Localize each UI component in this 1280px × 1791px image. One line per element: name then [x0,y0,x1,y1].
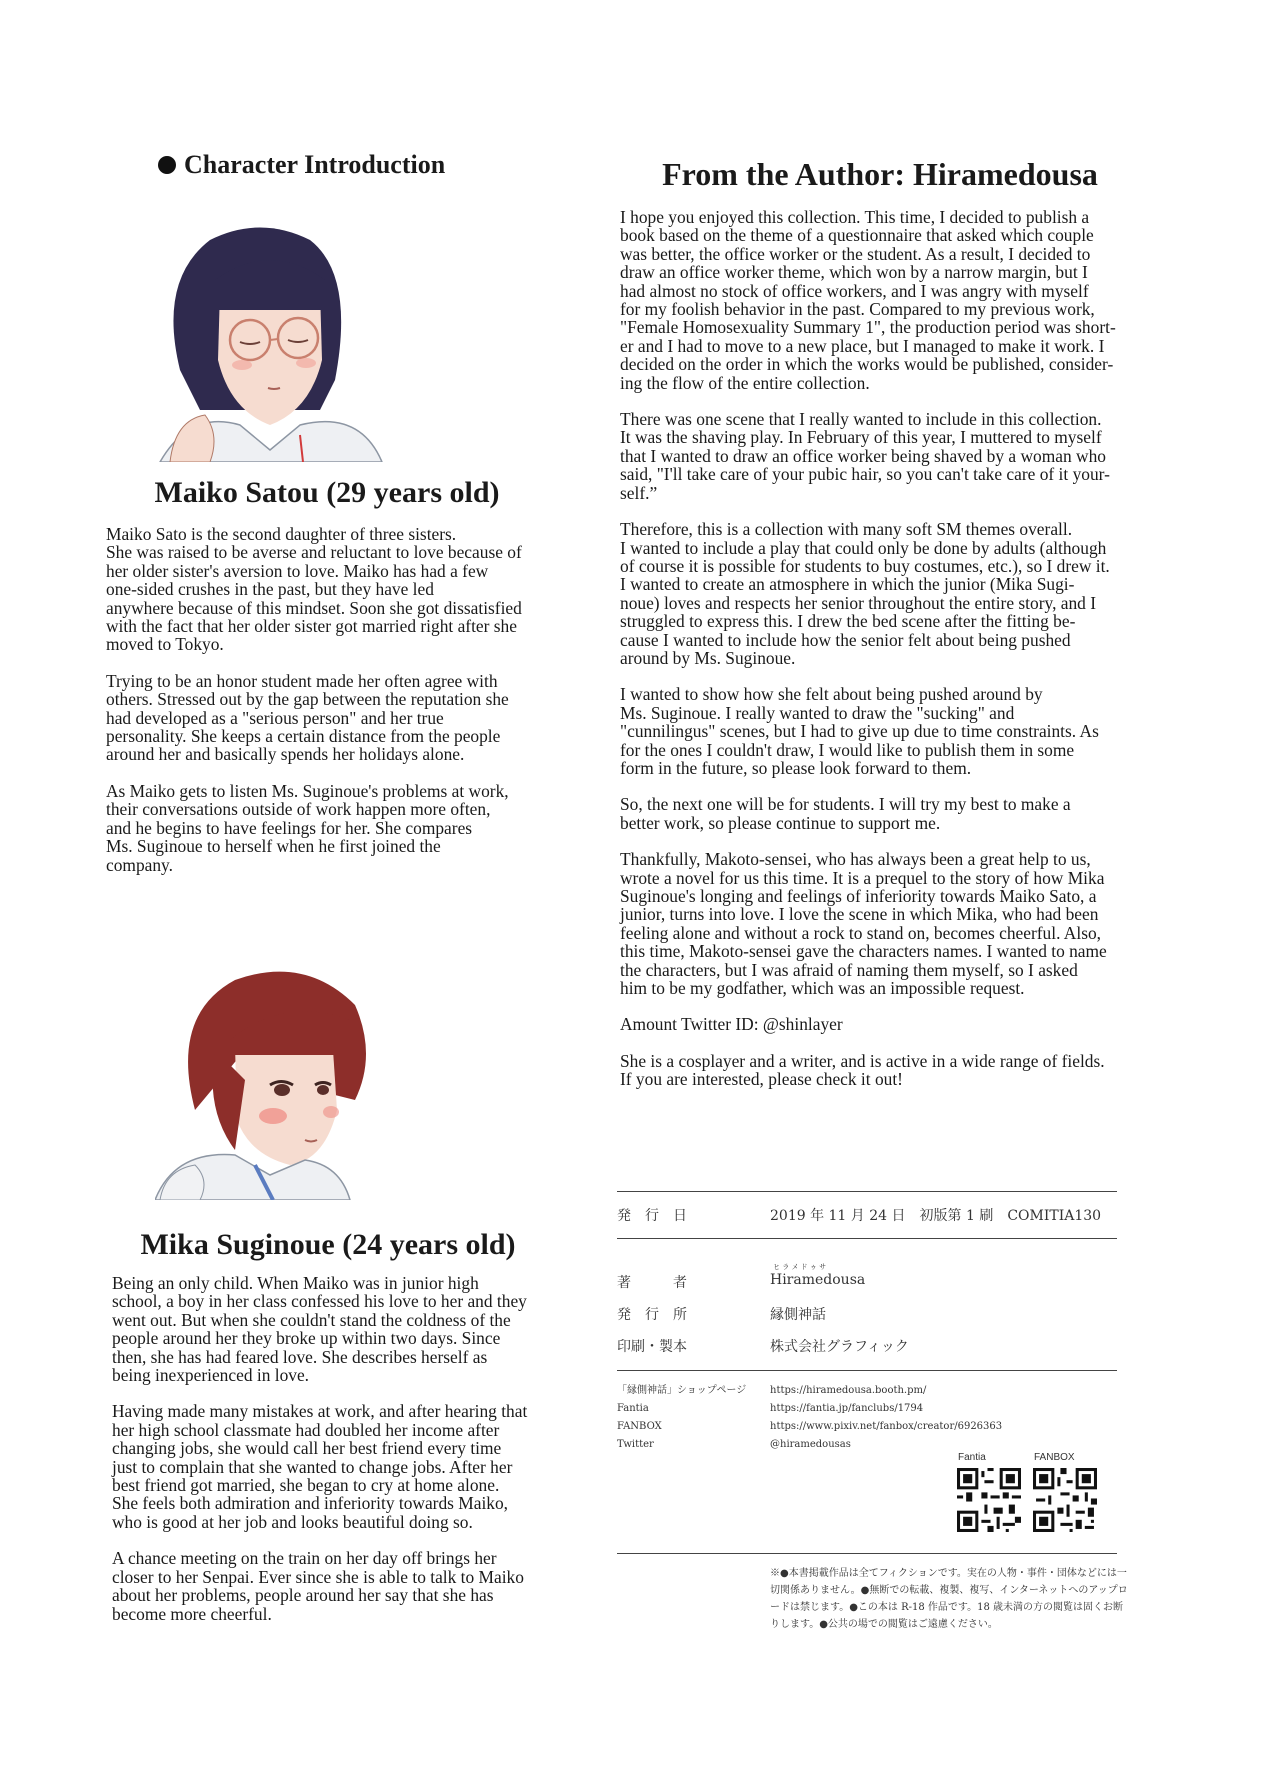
link-label: 「縁側神話」ショップページ [617,1385,747,1396]
author-paragraph: Therefore, this is a collection with many soft SM themes overall. I wanted to include a play that could only be done by adults (although of course it is possible for students to buy costumes, etc.), so I drew it. I wanted to create an atmosphere in which the junior (Mika Sugi- noue) loves and respects her senior throughout the entire story, and I struggled to express this. I drew the bed scene after the fitting be- cause I wanted to include how the senior felt about being pushed around by Ms. Suginoue. [620,519,1110,668]
author-title: From the Author: Hiramedousa [662,156,1098,192]
author-value: Hiramedousa [770,1272,866,1288]
legal-notice: ※●本書掲載作品は全てフィクションです。実在の人物・事件・団体などには一切関係ありません。●無断での転載、複製、複写、インターネットへのアップロードは禁じます。●この本は R-18 作品です。18 歳未満の方の閲覧は固くお断りします。●公共の場での閲覧はご遠慮ください。 [770,1568,1128,1630]
mika-name: Mika Suginoue (24 years old) [140,1228,516,1261]
publisher-value: 縁側神話 [770,1307,826,1323]
link-label: Fantia [617,1403,649,1414]
qr-label-fantia: Fantia [958,1452,986,1463]
author-message [620,208,1160,1107]
divider [617,1553,1117,1554]
divider [617,1370,1117,1371]
printer-value: 株式会社グラフィック [770,1339,909,1355]
mika-paragraph: Being an only child. When Maiko was in junior high school, a boy in her class confessed his love to her and they went out. But when she couldn't stand the coldness of the people around her they broke up within two days. Since then, she has had feared love. She describes herself as being inexperienced in love. [112,1273,527,1386]
maiko-paragraph: Maiko Sato is the second daughter of three sisters. She was raised to be averse and reluctant to love because of her older sister's aversion to love. Maiko has had a few one-sided crushes in the past, but they have led anywhere because of this mindset. Soon she got dissatisfied with the fact that her older sister got married right after she moved to Tokyo. [106,524,522,655]
divider [617,1191,1117,1192]
fantia-qr-code[interactable] [957,1468,1021,1532]
link-url[interactable]: @hiramedousas [770,1439,851,1450]
printer-label: 印刷・製本 [617,1339,687,1355]
link-urls [770,1382,1002,1454]
link-label: Twitter [617,1439,654,1450]
publisher-label: 発 行 所 [617,1307,687,1323]
maiko-portrait [150,220,390,462]
bullet-icon [158,156,176,174]
author-paragraph: Thankfully, Makoto-sensei, who has always been a great help to us, wrote a novel for us this time. It is a prequel to the story of how Mika Suginoue's longing and feelings of inferiority towards Maiko Sato, a junior, turns into love. I love the scene in which Mika, who had been feeling alone and without a rock to stand on, becomes cheerful. Also, this time, Makoto-sensei gave the characters names. I wanted to name the characters, but I was afraid of naming them myself, so I asked him to be my godfather, which was an impossible request. [620,849,1107,999]
link-url[interactable]: https://www.pixiv.net/fanbox/creator/6926363 [770,1421,1003,1432]
author-paragraph: I wanted to show how she felt about being pushed around by Ms. Suginoue. I really wanted to draw the "sucking" and "cunnilingus" scenes, but I had to give up due to time constraints. As for the ones I couldn't draw, I would like to publish them in some form in the future, so please look forward to them. [620,684,1099,778]
author-paragraph: I hope you enjoyed this collection. This time, I decided to publish a book based on the theme of a questionnaire that asked which couple was better, the office worker or the student. As a result, I decided to draw an office worker theme, which won by a narrow margin, but I had almost no stock of office workers, and I was angry with myself for my foolish behavior in the past. Compared to my previous work, "Female Homosexuality Summary 1", the production period was short- er and I had to move to a new place, but I managed to make it work. I decided on the order in which the works would be published, consider- ing the flow of the entire collection. [620,207,1116,393]
maiko-paragraph: As Maiko gets to listen Ms. Suginoue's problems at work, their conversations outside of work happen more often, and he begins to have feelings for her. She compares Ms. Suginoue to herself when he first joined the company. [106,780,509,875]
author-label: 著 者 [617,1275,687,1291]
link-url[interactable]: https://fantia.jp/fanclubs/1794 [770,1403,924,1414]
release-value: 2019 年 11 月 24 日 初版第 1 刷 COMITIA130 [770,1208,1102,1224]
author-ruby: ヒ ラ メ ド ゥ サ [773,1263,827,1271]
maiko-description [106,525,566,892]
author-paragraph: There was one scene that I really wanted to include in this collection. It was the shaving play. In February of this year, I muttered to myself that I wanted to draw an office worker being shaved by a woman who said, "I'll take care of your pubic hair, so you can't take care of it your- self.” [620,409,1110,503]
divider [617,1238,1117,1239]
link-url[interactable]: https://hiramedousa.booth.pm/ [770,1385,927,1396]
maiko-name: Maiko Satou (29 years old) [154,476,500,509]
release-label: 発 行 日 [617,1208,687,1224]
mika-paragraph: A chance meeting on the train on her day off brings her closer to her Senpai. Ever since she is able to talk to Maiko about her problems, people around her say that she has become more cheerful. [112,1548,524,1624]
mika-description [112,1274,572,1641]
link-label: FANBOX [617,1421,662,1432]
maiko-paragraph: Trying to be an honor student made her often agree with others. Stressed out by the gap between the reputation she had developed as a "serious person" and her true personality. She keeps a certain distance from the people around her and basically spends her holidays alone. [106,670,509,765]
mika-portrait [155,960,375,1200]
mika-paragraph: Having made many mistakes at work, and after hearing that her high school classmate had doubled her income after changing jobs, she would call her best friend every time just to complain that she wanted to change jobs. After her best friend got married, she began to cry at home alone. She feels both admiration and inferiority towards Maiko, who is good at her job and looks beautiful doing so. [112,1401,528,1532]
qr-label-fanbox: FANBOX [1034,1452,1075,1463]
author-paragraph: Amount Twitter ID: @shinlayer [620,1014,843,1035]
author-paragraph: She is a cosplayer and a writer, and is active in a wide range of fields. If you are interested, please check it out! [620,1050,1105,1090]
character-intro-heading: Character Introduction [158,150,445,180]
author-paragraph: So, the next one will be for students. I will try my best to make a better work, so please continue to support me. [620,794,1071,833]
fanbox-qr-code[interactable] [1033,1468,1097,1532]
link-labels [617,1382,746,1454]
